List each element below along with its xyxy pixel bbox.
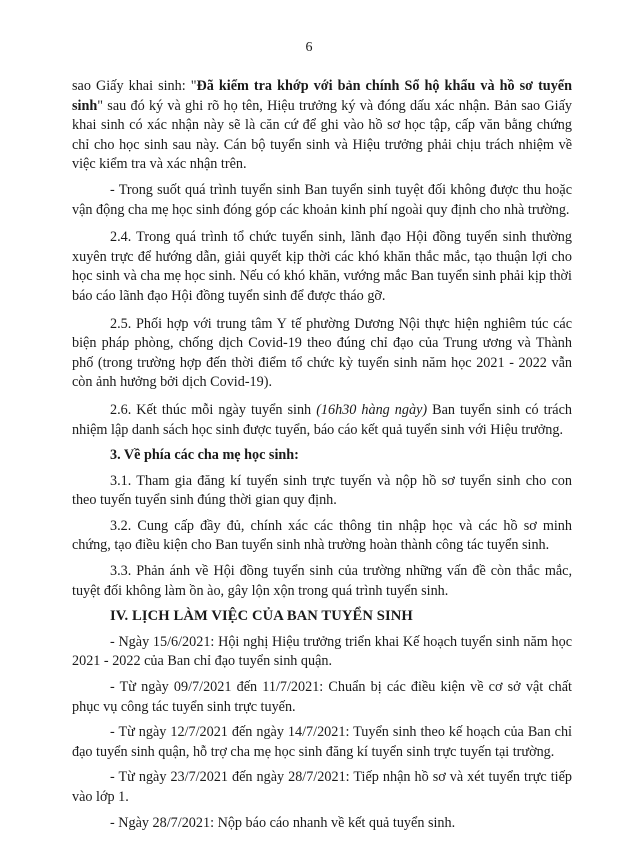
intro-start: sao Giấy khai sinh: " [72,78,197,94]
schedule-item: - Ngày 15/6/2021: Hội nghị Hiệu trưởng triển khai Kế hoạch tuyển sinh năm học 2021 - 2022 của Ban chỉ đạo tuyển sinh quận. [72,633,572,670]
para-2-6-rest: Ban tuyển sinh có trách nhiệm lập danh sách học sinh được tuyển, báo cáo kết quả tuyển sinh với Hiệu trưởng. [72,401,572,438]
paragraph-no-fees: - Trong suốt quá trình tuyển sinh Ban tuyển sinh tuyệt đối không được thu hoặc vận động cha mẹ học sinh đóng góp các khoản kinh phí ngoài quy định cho nhà trường. [72,181,572,218]
paragraph-2-5: 2.5. Phối hợp với trung tâm Y tế phường Dương Nội thực hiện nghiêm túc các biện pháp phòng, chống dịch Covid-19 theo đúng chỉ đạo của Trung ương và Thành phố (trong trường hợp đến thời điểm tổ chức kỳ tuyển sinh năm học 2021 - 2022 vẫn còn ảnh hưởng bởi dịch Covid-19). [72,315,572,391]
paragraph-3-1: 3.1. Tham gia đăng kí tuyển sinh trực tuyến và nộp hồ sơ tuyển sinh cho con theo tuyến tuyển sinh đúng thời gian quy định. [72,472,572,509]
document-body [72,77,572,833]
section-heading-parents: 3. Về phía các cha mẹ học sinh: [110,447,299,464]
para-2-6-italic: (16h30 hàng ngày) [316,401,428,418]
paragraph-2-4: 2.4. Trong quá trình tổ chức tuyển sinh, lãnh đạo Hội đồng tuyển sinh thường xuyên trực để hướng dẫn, giải quyết kịp thời các khó khăn thắc mắc, tạo thuận lợi cho học sinh và cha mẹ học sinh. Nếu có khó khăn, vướng mắc Ban tuyển sinh phải kịp thời báo cáo lãnh đạo Hội đồng tuyển sinh để được tháo gỡ. [72,229,572,304]
intro-bold-quote: Đã kiểm tra khớp với bản chính Sổ hộ khẩu và hồ sơ tuyển sinh [72,78,572,114]
schedule-item: - Từ ngày 23/7/2021 đến ngày 28/7/2021: Tiếp nhận hồ sơ và xét tuyển trực tiếp vào lớp 1. [72,769,572,805]
intro-rest: " sau đó ký và ghi rõ họ tên, Hiệu trưởng ký và đóng dấu xác nhận. Bản sao Giấy khai sinh có xác nhận này sẽ là căn cứ để ghi vào hồ sơ học tập, cấp văn bằng chứng chỉ cho học sinh sau này. Cán bộ tuyển sinh và Hiệu trưởng phải chịu trách nhiệm về việc kiểm tra và xác nhận trên. [72,97,572,173]
para-2-6-start: 2.6. Kết thúc mỗi ngày tuyển sinh [110,401,317,418]
paragraph-3-3: 3.3. Phản ánh về Hội đồng tuyển sinh của trường những vấn đề còn thắc mắc, tuyệt đối không làm ồn ào, gây lộn xộn trong quá trình tuyển sinh. [72,563,572,599]
paragraph-2-6 [72,401,572,440]
paragraph-3-2: 3.2. Cung cấp đầy đủ, chính xác các thông tin nhập học và các hồ sơ minh chứng, tạo điều kiện cho Ban tuyển sinh nhà trường hoàn thành công tác tuyển sinh. [72,517,572,554]
schedule-item: - Từ ngày 09/7/2021 đến 11/7/2021: Chuẩn bị các điều kiện về cơ sở vật chất phục vụ công tác tuyển sinh trực tuyến. [72,679,572,715]
section-heading-schedule: IV. LỊCH LÀM VIỆC CỦA BAN TUYỂN SINH [110,608,413,625]
paragraph-birth-certificate [72,77,572,175]
schedule-item: - Từ ngày 12/7/2021 đến ngày 14/7/2021: Tuyển sinh theo kế hoạch của Ban chỉ đạo tuyển sinh quận, hỗ trợ cha mẹ học sinh đăng kí tuyển sinh trực tuyến tại trường. [72,724,572,760]
schedule-item: - Ngày 28/7/2021: Nộp báo cáo nhanh về kết quả tuyển sinh. [110,814,456,831]
page-number: 6 [305,40,313,55]
